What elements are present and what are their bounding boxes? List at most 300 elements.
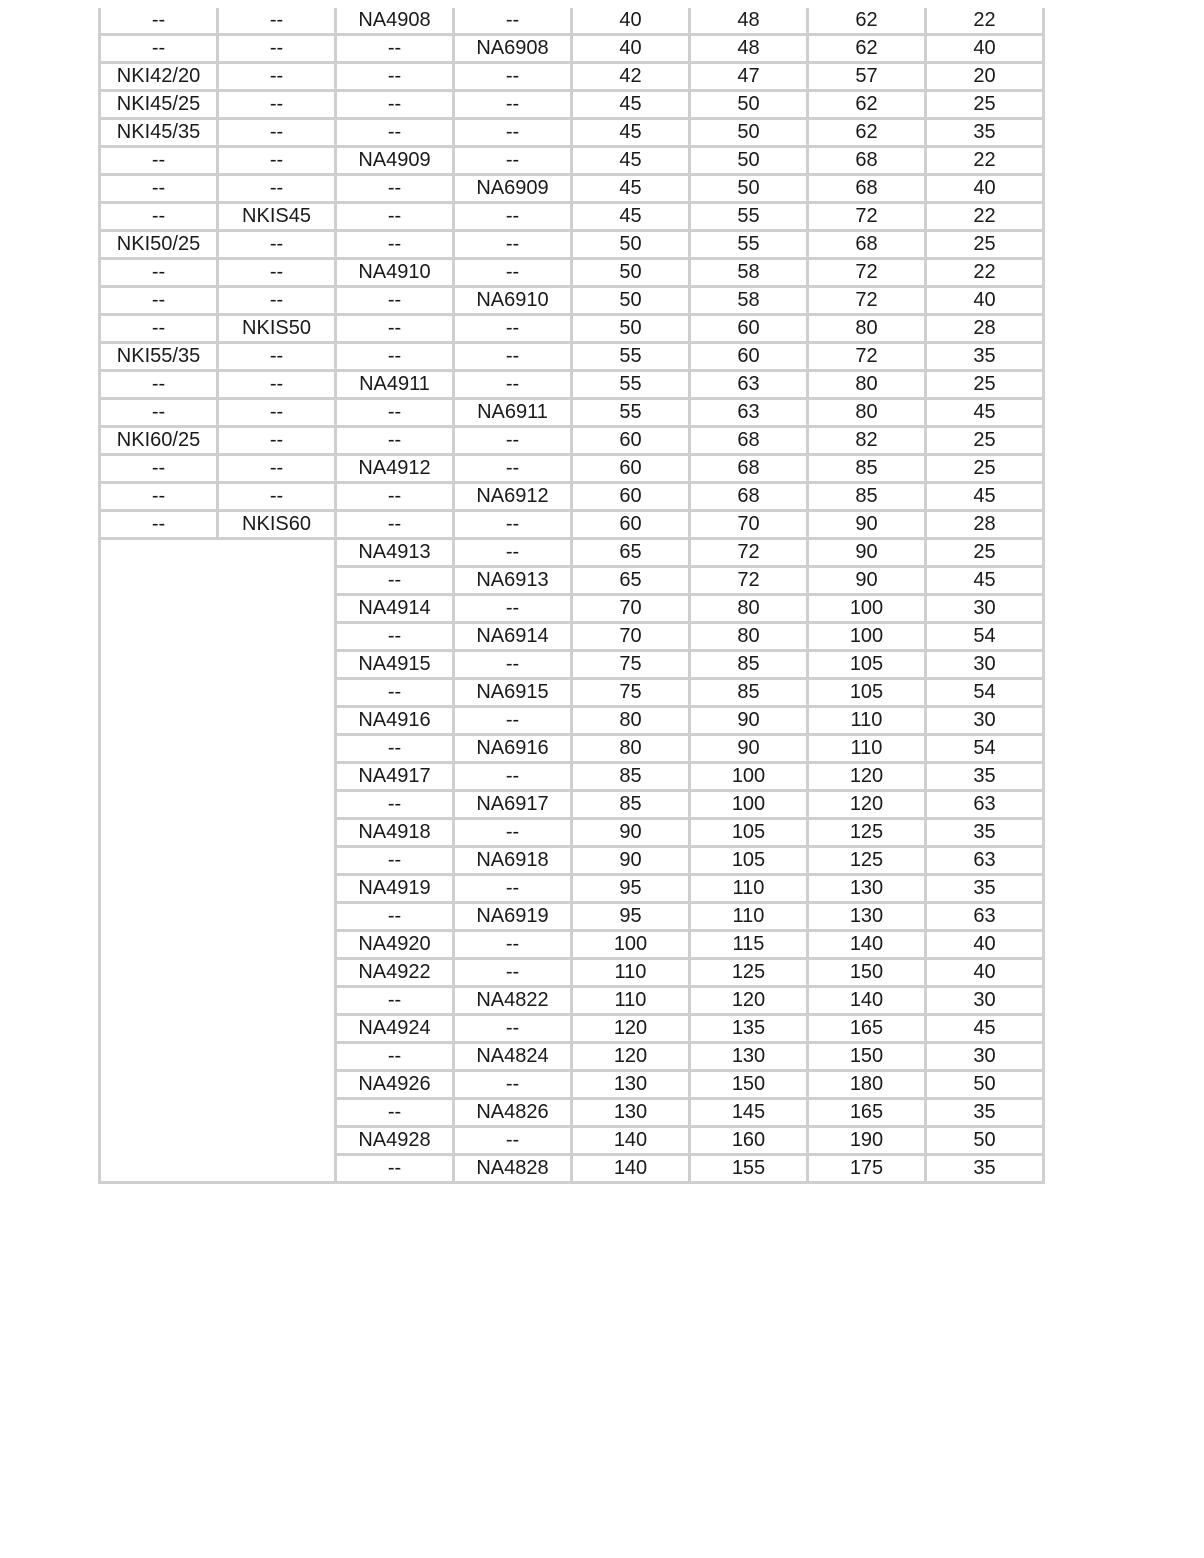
table-cell: 145 (690, 1099, 808, 1127)
table-cell: NA4913 (336, 539, 454, 567)
table-cell: 50 (926, 1127, 1044, 1155)
table-cell: -- (336, 427, 454, 455)
table-row (100, 8, 1044, 35)
table-cell: -- (100, 399, 218, 427)
table-cell: 72 (808, 343, 926, 371)
table-row (100, 175, 1044, 203)
table-cell: -- (218, 119, 336, 147)
table-row (100, 427, 1044, 455)
table-cell: NA4917 (336, 763, 454, 791)
table-cell: -- (100, 147, 218, 175)
table-cell: -- (100, 8, 218, 35)
table-cell: 50 (690, 119, 808, 147)
table-row (100, 483, 1044, 511)
table-cell: NA4916 (336, 707, 454, 735)
table-cell: 35 (926, 1155, 1044, 1183)
table-cell: 55 (690, 203, 808, 231)
table-cell: NA6908 (454, 35, 572, 63)
table-cell: NA6916 (454, 735, 572, 763)
table-cell: 28 (926, 315, 1044, 343)
table-cell: 55 (572, 371, 690, 399)
table-cell: 65 (572, 539, 690, 567)
table-cell: 25 (926, 231, 1044, 259)
table-cell: 30 (926, 987, 1044, 1015)
table-cell: 110 (690, 903, 808, 931)
table-cell: NA4920 (336, 931, 454, 959)
table-cell: 85 (690, 679, 808, 707)
table-cell: -- (336, 287, 454, 315)
table-cell: NA4822 (454, 987, 572, 1015)
table-cell: 110 (690, 875, 808, 903)
table-cell: 100 (690, 763, 808, 791)
table-cell: 130 (572, 1099, 690, 1127)
table-cell: -- (454, 63, 572, 91)
table-cell: 80 (690, 623, 808, 651)
table-cell: 100 (808, 595, 926, 623)
table-cell: 63 (690, 371, 808, 399)
table-cell: 30 (926, 1043, 1044, 1071)
table-cell: -- (454, 1127, 572, 1155)
table-cell: NA4928 (336, 1127, 454, 1155)
table-cell: -- (336, 735, 454, 763)
table-cell: 75 (572, 651, 690, 679)
table-cell: 120 (690, 987, 808, 1015)
table-cell: 105 (690, 847, 808, 875)
table-cell: 47 (690, 63, 808, 91)
table-cell: 72 (808, 259, 926, 287)
table-cell: 42 (572, 63, 690, 91)
table-row (100, 147, 1044, 175)
table-cell: 130 (808, 903, 926, 931)
table-cell: 150 (690, 1071, 808, 1099)
table-cell: 30 (926, 651, 1044, 679)
table-cell: 45 (926, 567, 1044, 595)
table-cell: 82 (808, 427, 926, 455)
table-cell: -- (336, 63, 454, 91)
table-cell: 80 (808, 315, 926, 343)
table-cell: 70 (690, 511, 808, 539)
table-cell: NKIS60 (218, 511, 336, 539)
table-cell: -- (218, 231, 336, 259)
table-cell: 68 (690, 427, 808, 455)
table-cell: 105 (808, 651, 926, 679)
table-cell: NA4828 (454, 1155, 572, 1183)
table-cell: -- (336, 119, 454, 147)
table-cell: 65 (572, 567, 690, 595)
table-cell: NKI60/25 (100, 427, 218, 455)
table-cell: 68 (690, 483, 808, 511)
table-cell: 50 (572, 287, 690, 315)
table-cell: 90 (572, 847, 690, 875)
table-cell: NA4914 (336, 595, 454, 623)
table-cell: 140 (808, 987, 926, 1015)
table-cell: -- (100, 259, 218, 287)
table-cell: 30 (926, 595, 1044, 623)
table-cell: 22 (926, 203, 1044, 231)
table-cell: 110 (572, 987, 690, 1015)
table-cell: 160 (690, 1127, 808, 1155)
table-cell: -- (336, 567, 454, 595)
table-cell: -- (454, 651, 572, 679)
table-cell: 80 (808, 371, 926, 399)
table-cell: 75 (572, 679, 690, 707)
table-row (100, 455, 1044, 483)
table-cell: -- (100, 455, 218, 483)
table-cell: -- (454, 539, 572, 567)
table-cell: 68 (808, 175, 926, 203)
table-cell: NA6910 (454, 287, 572, 315)
table-cell: 140 (808, 931, 926, 959)
table-cell: 165 (808, 1015, 926, 1043)
table-row (100, 511, 1044, 539)
table-cell: -- (218, 259, 336, 287)
table-cell: 45 (572, 203, 690, 231)
table-cell: NA6915 (454, 679, 572, 707)
table-cell: 130 (808, 875, 926, 903)
table-cell: 85 (690, 651, 808, 679)
table-cell: -- (336, 483, 454, 511)
table-cell: -- (218, 371, 336, 399)
table-cell: 120 (808, 791, 926, 819)
table-cell: 115 (690, 931, 808, 959)
table-cell: -- (454, 427, 572, 455)
table-row (100, 231, 1044, 259)
table-cell: -- (336, 203, 454, 231)
table-cell: 45 (572, 119, 690, 147)
table-cell: -- (100, 287, 218, 315)
empty-merged-cell (100, 539, 336, 1183)
table-cell: 50 (572, 231, 690, 259)
table-cell: 63 (926, 847, 1044, 875)
table-cell: -- (454, 147, 572, 175)
table-cell: 25 (926, 455, 1044, 483)
table-cell: 95 (572, 903, 690, 931)
table-cell: 62 (808, 35, 926, 63)
table-cell: NA4910 (336, 259, 454, 287)
table-cell: 90 (690, 735, 808, 763)
table-cell: NA6911 (454, 399, 572, 427)
table-cell: -- (454, 119, 572, 147)
table-cell: 105 (690, 819, 808, 847)
table-row (100, 287, 1044, 315)
table-cell: 110 (808, 707, 926, 735)
table-row (100, 399, 1044, 427)
table-cell: 150 (808, 959, 926, 987)
table-row (100, 203, 1044, 231)
table-cell: 68 (808, 147, 926, 175)
table-cell: NKI45/35 (100, 119, 218, 147)
table-cell: -- (218, 483, 336, 511)
table-cell: -- (218, 287, 336, 315)
table-cell: 40 (572, 35, 690, 63)
table-cell: -- (218, 343, 336, 371)
table-cell: -- (100, 175, 218, 203)
table-cell: 100 (808, 623, 926, 651)
table-cell: 60 (572, 483, 690, 511)
table-cell: 175 (808, 1155, 926, 1183)
table-cell: 45 (572, 147, 690, 175)
table-cell: 72 (808, 203, 926, 231)
table-cell: -- (100, 371, 218, 399)
table-cell: 28 (926, 511, 1044, 539)
table-cell: 140 (572, 1155, 690, 1183)
table-cell: -- (100, 511, 218, 539)
table-cell: NKI42/20 (100, 63, 218, 91)
table-cell: 70 (572, 623, 690, 651)
table-cell: -- (218, 175, 336, 203)
table-cell: 54 (926, 679, 1044, 707)
table-cell: 55 (572, 399, 690, 427)
table-cell: 60 (572, 455, 690, 483)
table-cell: -- (336, 231, 454, 259)
table-cell: 20 (926, 63, 1044, 91)
table-cell: NA4915 (336, 651, 454, 679)
table-cell: 22 (926, 8, 1044, 35)
table-cell: 80 (690, 595, 808, 623)
table-cell: 90 (572, 819, 690, 847)
table-cell: 57 (808, 63, 926, 91)
table-cell: 140 (572, 1127, 690, 1155)
table-cell: 85 (572, 791, 690, 819)
table-cell: 40 (926, 287, 1044, 315)
table-cell: NA4912 (336, 455, 454, 483)
table-cell: 35 (926, 119, 1044, 147)
table-row (100, 343, 1044, 371)
bearing-dimension-table (98, 8, 1045, 1184)
table-cell: 50 (690, 91, 808, 119)
table-cell: 40 (926, 175, 1044, 203)
table-cell: -- (454, 455, 572, 483)
table-cell: NA4924 (336, 1015, 454, 1043)
table-cell: -- (336, 679, 454, 707)
table-cell: 25 (926, 427, 1044, 455)
table-cell: 110 (572, 959, 690, 987)
table-cell: NKI50/25 (100, 231, 218, 259)
table-cell: -- (218, 399, 336, 427)
table-cell: 35 (926, 1099, 1044, 1127)
table-cell: 48 (690, 8, 808, 35)
table-cell: 120 (572, 1015, 690, 1043)
table-cell: 80 (572, 707, 690, 735)
table-cell: NA4909 (336, 147, 454, 175)
table-cell: -- (454, 343, 572, 371)
table-cell: -- (454, 91, 572, 119)
table-cell: -- (336, 1099, 454, 1127)
table-cell: -- (336, 315, 454, 343)
table-cell: -- (218, 8, 336, 35)
table-cell: 35 (926, 763, 1044, 791)
table-cell: NA4908 (336, 8, 454, 35)
table-cell: 50 (690, 175, 808, 203)
table-cell: NA6913 (454, 567, 572, 595)
table-cell: -- (336, 987, 454, 1015)
table-cell: -- (218, 427, 336, 455)
table-cell: -- (454, 595, 572, 623)
table-cell: -- (218, 455, 336, 483)
table-cell: 85 (808, 455, 926, 483)
table-cell: 40 (572, 8, 690, 35)
table-cell: -- (454, 231, 572, 259)
table-cell: 68 (808, 231, 926, 259)
table-cell: 60 (690, 343, 808, 371)
table-cell: -- (454, 315, 572, 343)
table-cell: -- (218, 91, 336, 119)
table-cell: -- (336, 1043, 454, 1071)
table-cell: -- (218, 35, 336, 63)
table-cell: 130 (572, 1071, 690, 1099)
table-cell: 90 (690, 707, 808, 735)
table-cell: 120 (572, 1043, 690, 1071)
table-row (100, 371, 1044, 399)
table-cell: 85 (572, 763, 690, 791)
table-body (100, 8, 1044, 1183)
table-cell: 125 (690, 959, 808, 987)
table-cell: 45 (926, 399, 1044, 427)
table-cell: 68 (690, 455, 808, 483)
table-cell: -- (336, 847, 454, 875)
table-cell: 105 (808, 679, 926, 707)
table-cell: 100 (690, 791, 808, 819)
table-cell: 180 (808, 1071, 926, 1099)
table-row (100, 315, 1044, 343)
table-cell: 60 (572, 511, 690, 539)
table-cell: -- (100, 35, 218, 63)
table-cell: -- (336, 1155, 454, 1183)
table-cell: NA6912 (454, 483, 572, 511)
table-cell: 50 (926, 1071, 1044, 1099)
table-cell: 130 (690, 1043, 808, 1071)
table-cell: 58 (690, 287, 808, 315)
table-cell: 155 (690, 1155, 808, 1183)
table-cell: 125 (808, 847, 926, 875)
table-cell: NA4826 (454, 1099, 572, 1127)
table-cell: 50 (690, 147, 808, 175)
table-cell: 63 (926, 903, 1044, 931)
table-cell: NKIS50 (218, 315, 336, 343)
table-cell: -- (336, 511, 454, 539)
table-cell: 35 (926, 875, 1044, 903)
table-cell: 62 (808, 119, 926, 147)
table-cell: -- (100, 315, 218, 343)
table-cell: 35 (926, 819, 1044, 847)
table-cell: -- (454, 371, 572, 399)
table-cell: -- (454, 8, 572, 35)
table-cell: -- (454, 931, 572, 959)
table-cell: 54 (926, 623, 1044, 651)
table-cell: 40 (926, 35, 1044, 63)
table-cell: -- (336, 623, 454, 651)
table-cell: NA4919 (336, 875, 454, 903)
table-cell: 165 (808, 1099, 926, 1127)
table-cell: 60 (690, 315, 808, 343)
table-cell: NA6917 (454, 791, 572, 819)
table-cell: 85 (808, 483, 926, 511)
table-cell: 62 (808, 91, 926, 119)
table-cell: 22 (926, 259, 1044, 287)
table-cell: 63 (926, 791, 1044, 819)
table-cell: 80 (572, 735, 690, 763)
table-cell: 55 (690, 231, 808, 259)
table-cell: NA6909 (454, 175, 572, 203)
table-cell: 90 (808, 539, 926, 567)
table-cell: -- (100, 483, 218, 511)
table-cell: -- (454, 203, 572, 231)
table-cell: NA4918 (336, 819, 454, 847)
table-cell: -- (454, 875, 572, 903)
table-cell: 45 (926, 483, 1044, 511)
table-cell: -- (454, 707, 572, 735)
table-cell: 22 (926, 147, 1044, 175)
table-cell: -- (336, 91, 454, 119)
table-cell: 62 (808, 8, 926, 35)
table-cell: NA4911 (336, 371, 454, 399)
table-cell: NA6919 (454, 903, 572, 931)
table-cell: NKIS45 (218, 203, 336, 231)
table-cell: -- (100, 203, 218, 231)
table-cell: 90 (808, 567, 926, 595)
table-cell: -- (218, 63, 336, 91)
table-row (100, 63, 1044, 91)
table-row (100, 119, 1044, 147)
table-cell: 58 (690, 259, 808, 287)
table-row (100, 91, 1044, 119)
table-cell: 45 (572, 91, 690, 119)
table-cell: -- (454, 763, 572, 791)
table-cell: 54 (926, 735, 1044, 763)
table-cell: 40 (926, 931, 1044, 959)
table-cell: 72 (690, 567, 808, 595)
table-cell: -- (454, 511, 572, 539)
table-cell: -- (218, 147, 336, 175)
table-cell: 190 (808, 1127, 926, 1155)
table-cell: 60 (572, 427, 690, 455)
table-cell: NA4922 (336, 959, 454, 987)
table-cell: 40 (926, 959, 1044, 987)
table-cell: 63 (690, 399, 808, 427)
table-cell: NKI55/35 (100, 343, 218, 371)
table-row (100, 259, 1044, 287)
table-cell: 50 (572, 315, 690, 343)
table-cell: 25 (926, 539, 1044, 567)
table-cell: -- (336, 175, 454, 203)
table-cell: NA4926 (336, 1071, 454, 1099)
table-cell: 150 (808, 1043, 926, 1071)
table-cell: 90 (808, 511, 926, 539)
table-cell: 35 (926, 343, 1044, 371)
table-cell: -- (454, 259, 572, 287)
table-cell: NKI45/25 (100, 91, 218, 119)
table-cell: 48 (690, 35, 808, 63)
table-cell: -- (336, 399, 454, 427)
table-cell: -- (454, 1015, 572, 1043)
table-cell: -- (336, 343, 454, 371)
table-cell: 30 (926, 707, 1044, 735)
table-cell: NA6914 (454, 623, 572, 651)
table-cell: 45 (926, 1015, 1044, 1043)
table-cell: 72 (690, 539, 808, 567)
table-row (100, 35, 1044, 63)
table-cell: 72 (808, 287, 926, 315)
table-cell: 25 (926, 371, 1044, 399)
table-cell: -- (454, 959, 572, 987)
table-cell: -- (336, 791, 454, 819)
table-cell: 55 (572, 343, 690, 371)
table-cell: 50 (572, 259, 690, 287)
table-cell: NA4824 (454, 1043, 572, 1071)
table-cell: -- (454, 1071, 572, 1099)
table-row (100, 539, 1044, 567)
table-cell: 25 (926, 91, 1044, 119)
